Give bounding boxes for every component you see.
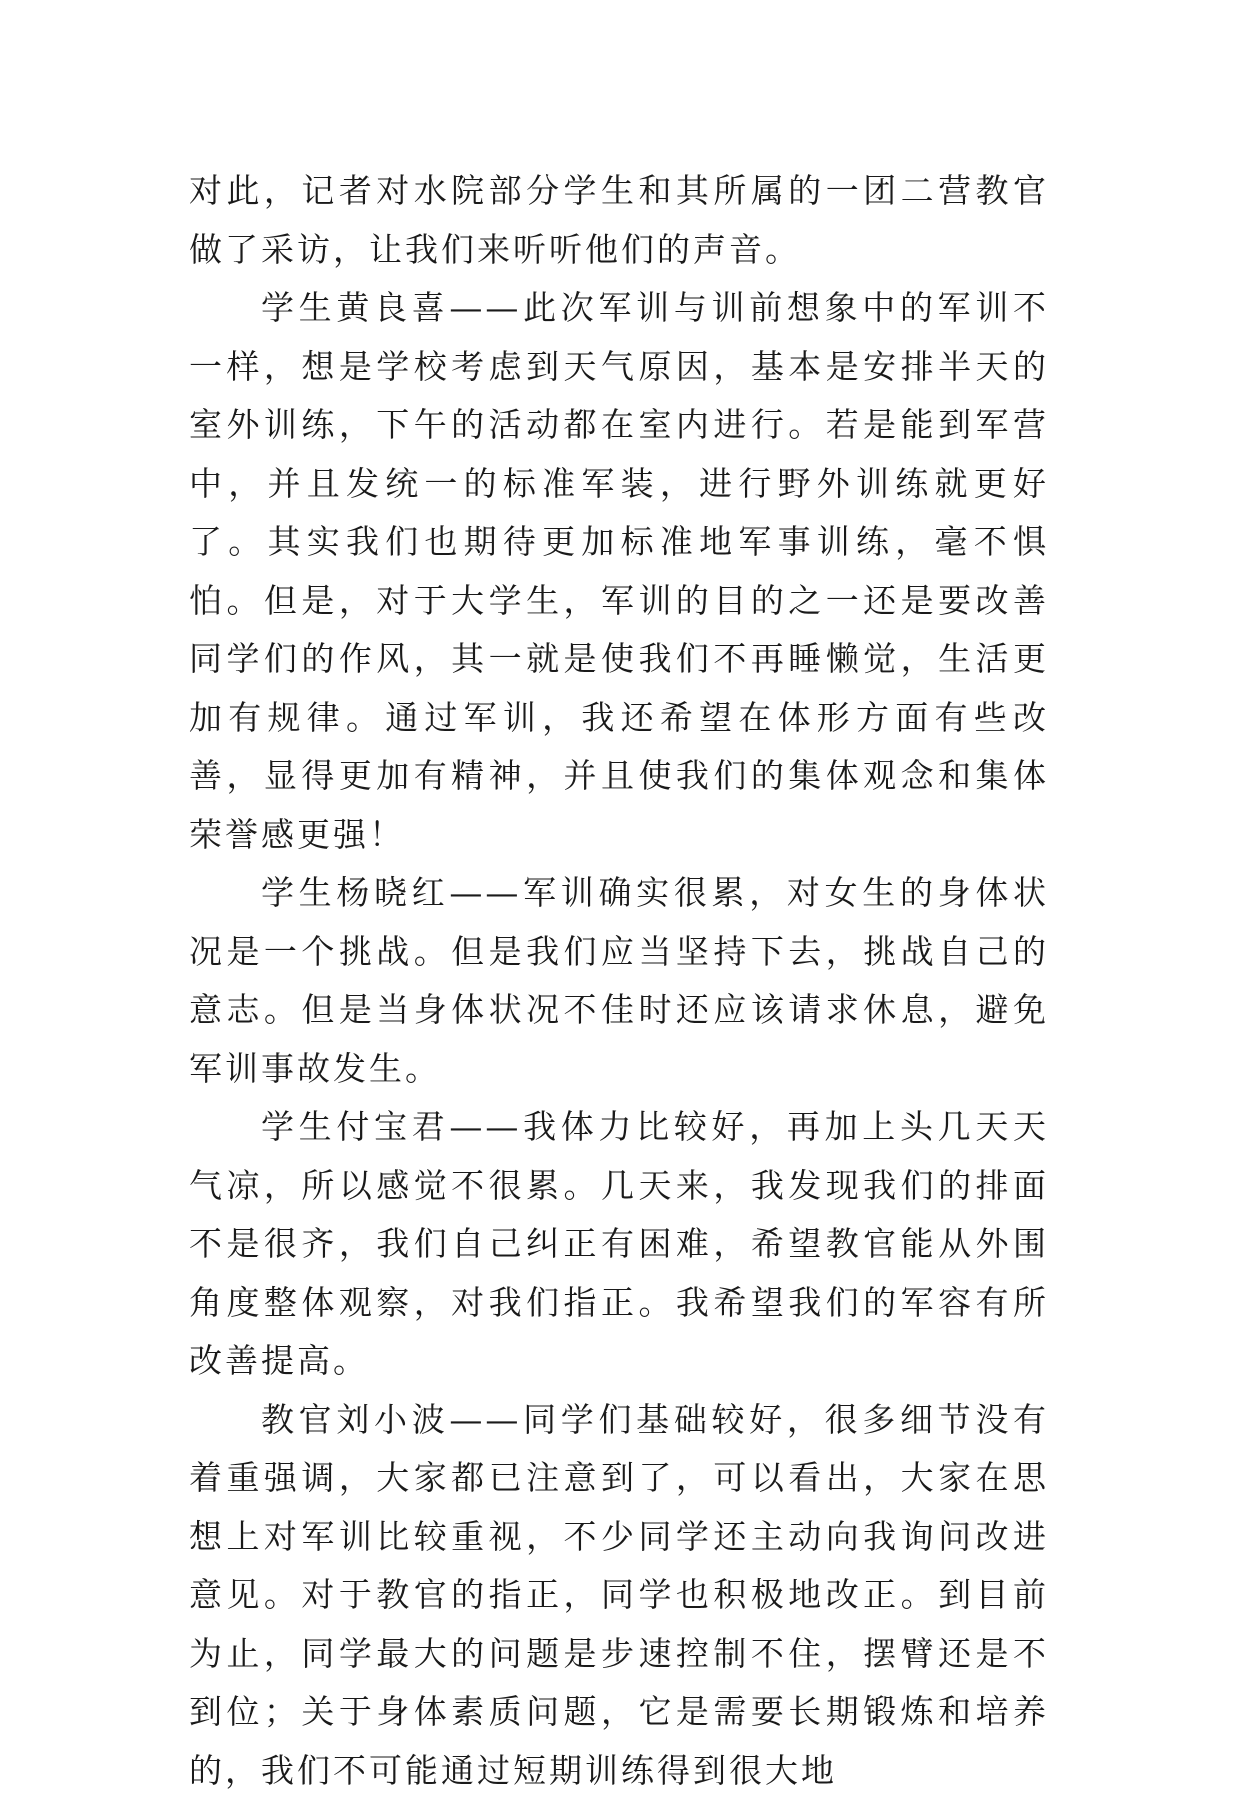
- paragraph-fu-baojun: 学生付宝君——我体力比较好，再加上头几天天气凉，所以感觉不很累。几天来，我发现我们的排面不是很齐，我们自己纠正有困难，希望教官能从外围角度整体观察，对我们指正。我希望我们的军容有所改善提高。: [189, 1098, 1049, 1391]
- paragraph-liu-xiaobo: 教官刘小波——同学们基础较好，很多细节没有着重强调，大家都已注意到了，可以看出，大家在思想上对军训比较重视，不少同学还主动向我询问改进意见。对于教官的指正，同学也积极地改正。到目前为止，同学最大的问题是步速控制不住，摆臂还是不到位；关于身体素质问题，它是需要长期锻炼和培养的，我们不可能通过短期训练得到很大地: [189, 1391, 1049, 1800]
- body-text: [189, 162, 1049, 1800]
- paragraph-huang-liangxi: 学生黄良喜——此次军训与训前想象中的军训不一样，想是学校考虑到天气原因，基本是安排半天的室外训练，下午的活动都在室内进行。若是能到军营中，并且发统一的标准军装，进行野外训练就更好了。其实我们也期待更加标准地军事训练，毫不惧怕。但是，对于大学生，军训的目的之一还是要改善同学们的作风，其一就是使我们不再睡懒觉，生活更加有规律。通过军训，我还希望在体形方面有些改善，显得更加有精神，并且使我们的集体观念和集体荣誉感更强！: [189, 279, 1049, 864]
- paragraph-intro: 对此，记者对水院部分学生和其所属的一团二营教官做了采访，让我们来听听他们的声音。: [189, 162, 1049, 279]
- paragraph-yang-xiaohong: 学生杨晓红——军训确实很累，对女生的身体状况是一个挑战。但是我们应当坚持下去，挑战自己的意志。但是当身体状况不佳时还应该请求休息，避免军训事故发生。: [189, 864, 1049, 1098]
